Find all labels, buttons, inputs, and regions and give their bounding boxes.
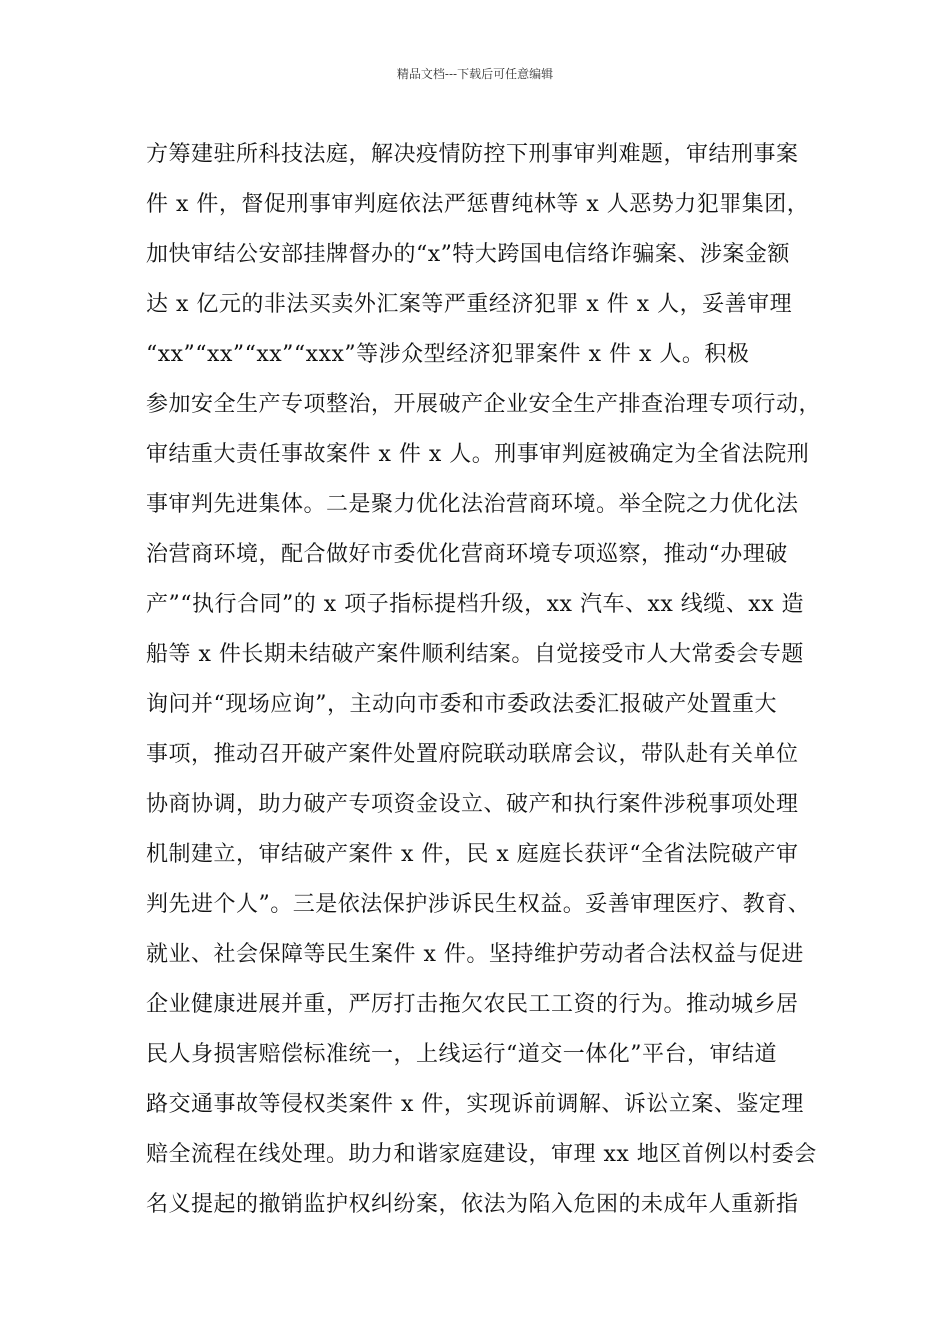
text-line: 企业健康进展并重，严厉打击拖欠农民工工资的行为。推动城乡居 xyxy=(146,992,799,1017)
text-line: 名义提起的撤销监护权纠纷案，依法为陷入危困的未成年人重新指 xyxy=(146,1192,799,1217)
text-line: 审结重大责任事故案件 x 件 x 人。刑事审判庭被确定为全省法院刑 xyxy=(146,442,810,467)
text-line: 协商协调，助力破产专项资金设立、破产和执行案件涉税事项处理 xyxy=(146,792,799,817)
text-line: 加快审结公安部挂牌督办的“x”特大跨国电信络诈骗案、涉案金额 xyxy=(146,242,790,267)
text-line: 机制建立，审结破产案件 x 件，民 x 庭庭长获评“全省法院破产审 xyxy=(146,842,799,867)
text-line: 就业、社会保障等民生案件 x 件。坚持维护劳动者合法权益与促进 xyxy=(146,942,804,967)
text-line: 产”“执行合同”的 x 项子指标提档升级，xx 汽车、xx 线缆、xx 造 xyxy=(146,592,805,617)
text-line: 事项，推动召开破产案件处置府院联动联席会议，带队赴有关单位 xyxy=(146,742,799,767)
text-line: 判先进个人”。三是依法保护涉诉民生权益。妥善审理医疗、教育、 xyxy=(146,892,811,917)
text-line: 件 x 件，督促刑事审判庭依法严惩曹纯林等 x 人恶势力犯罪集团， xyxy=(146,192,810,217)
text-line: 民人身损害赔偿标准统一，上线运行“道交一体化”平台，审结道 xyxy=(146,1042,777,1067)
document-body xyxy=(146,130,826,1230)
text-line: 询问并“现场应询”，主动向市委和市委政法委汇报破产处置重大 xyxy=(146,692,777,717)
text-line: “xx”“xx”“xx”“xxx”等涉众型经济犯罪案件 x 件 x 人。积极 xyxy=(146,342,750,367)
page-header: 精品文档---下载后可任意编辑 xyxy=(396,67,554,81)
text-line: 事审判先进集体。二是聚力优化法治营商环境。举全院之力优化法 xyxy=(146,492,799,517)
text-line: 船等 x 件长期未结破产案件顺利结案。自觉接受市人大常委会专题 xyxy=(146,642,804,667)
text-line: 赔全流程在线处理。助力和谐家庭建设，审理 xx 地区首例以村委会 xyxy=(146,1142,817,1167)
text-line: 路交通事故等侵权类案件 x 件，实现诉前调解、诉讼立案、鉴定理 xyxy=(146,1092,804,1117)
text-line: 参加安全生产专项整治，开展破产企业安全生产排查治理专项行动， xyxy=(146,392,822,417)
text-line: 方筹建驻所科技法庭，解决疫情防控下刑事审判难题，审结刑事案 xyxy=(146,142,799,167)
text-line: 达 x 亿元的非法买卖外汇案等严重经济犯罪 x 件 x 人，妥善审理 xyxy=(146,292,793,317)
text-line: 治营商环境，配合做好市委优化营商环境专项巡察，推动“办理破 xyxy=(146,542,788,567)
